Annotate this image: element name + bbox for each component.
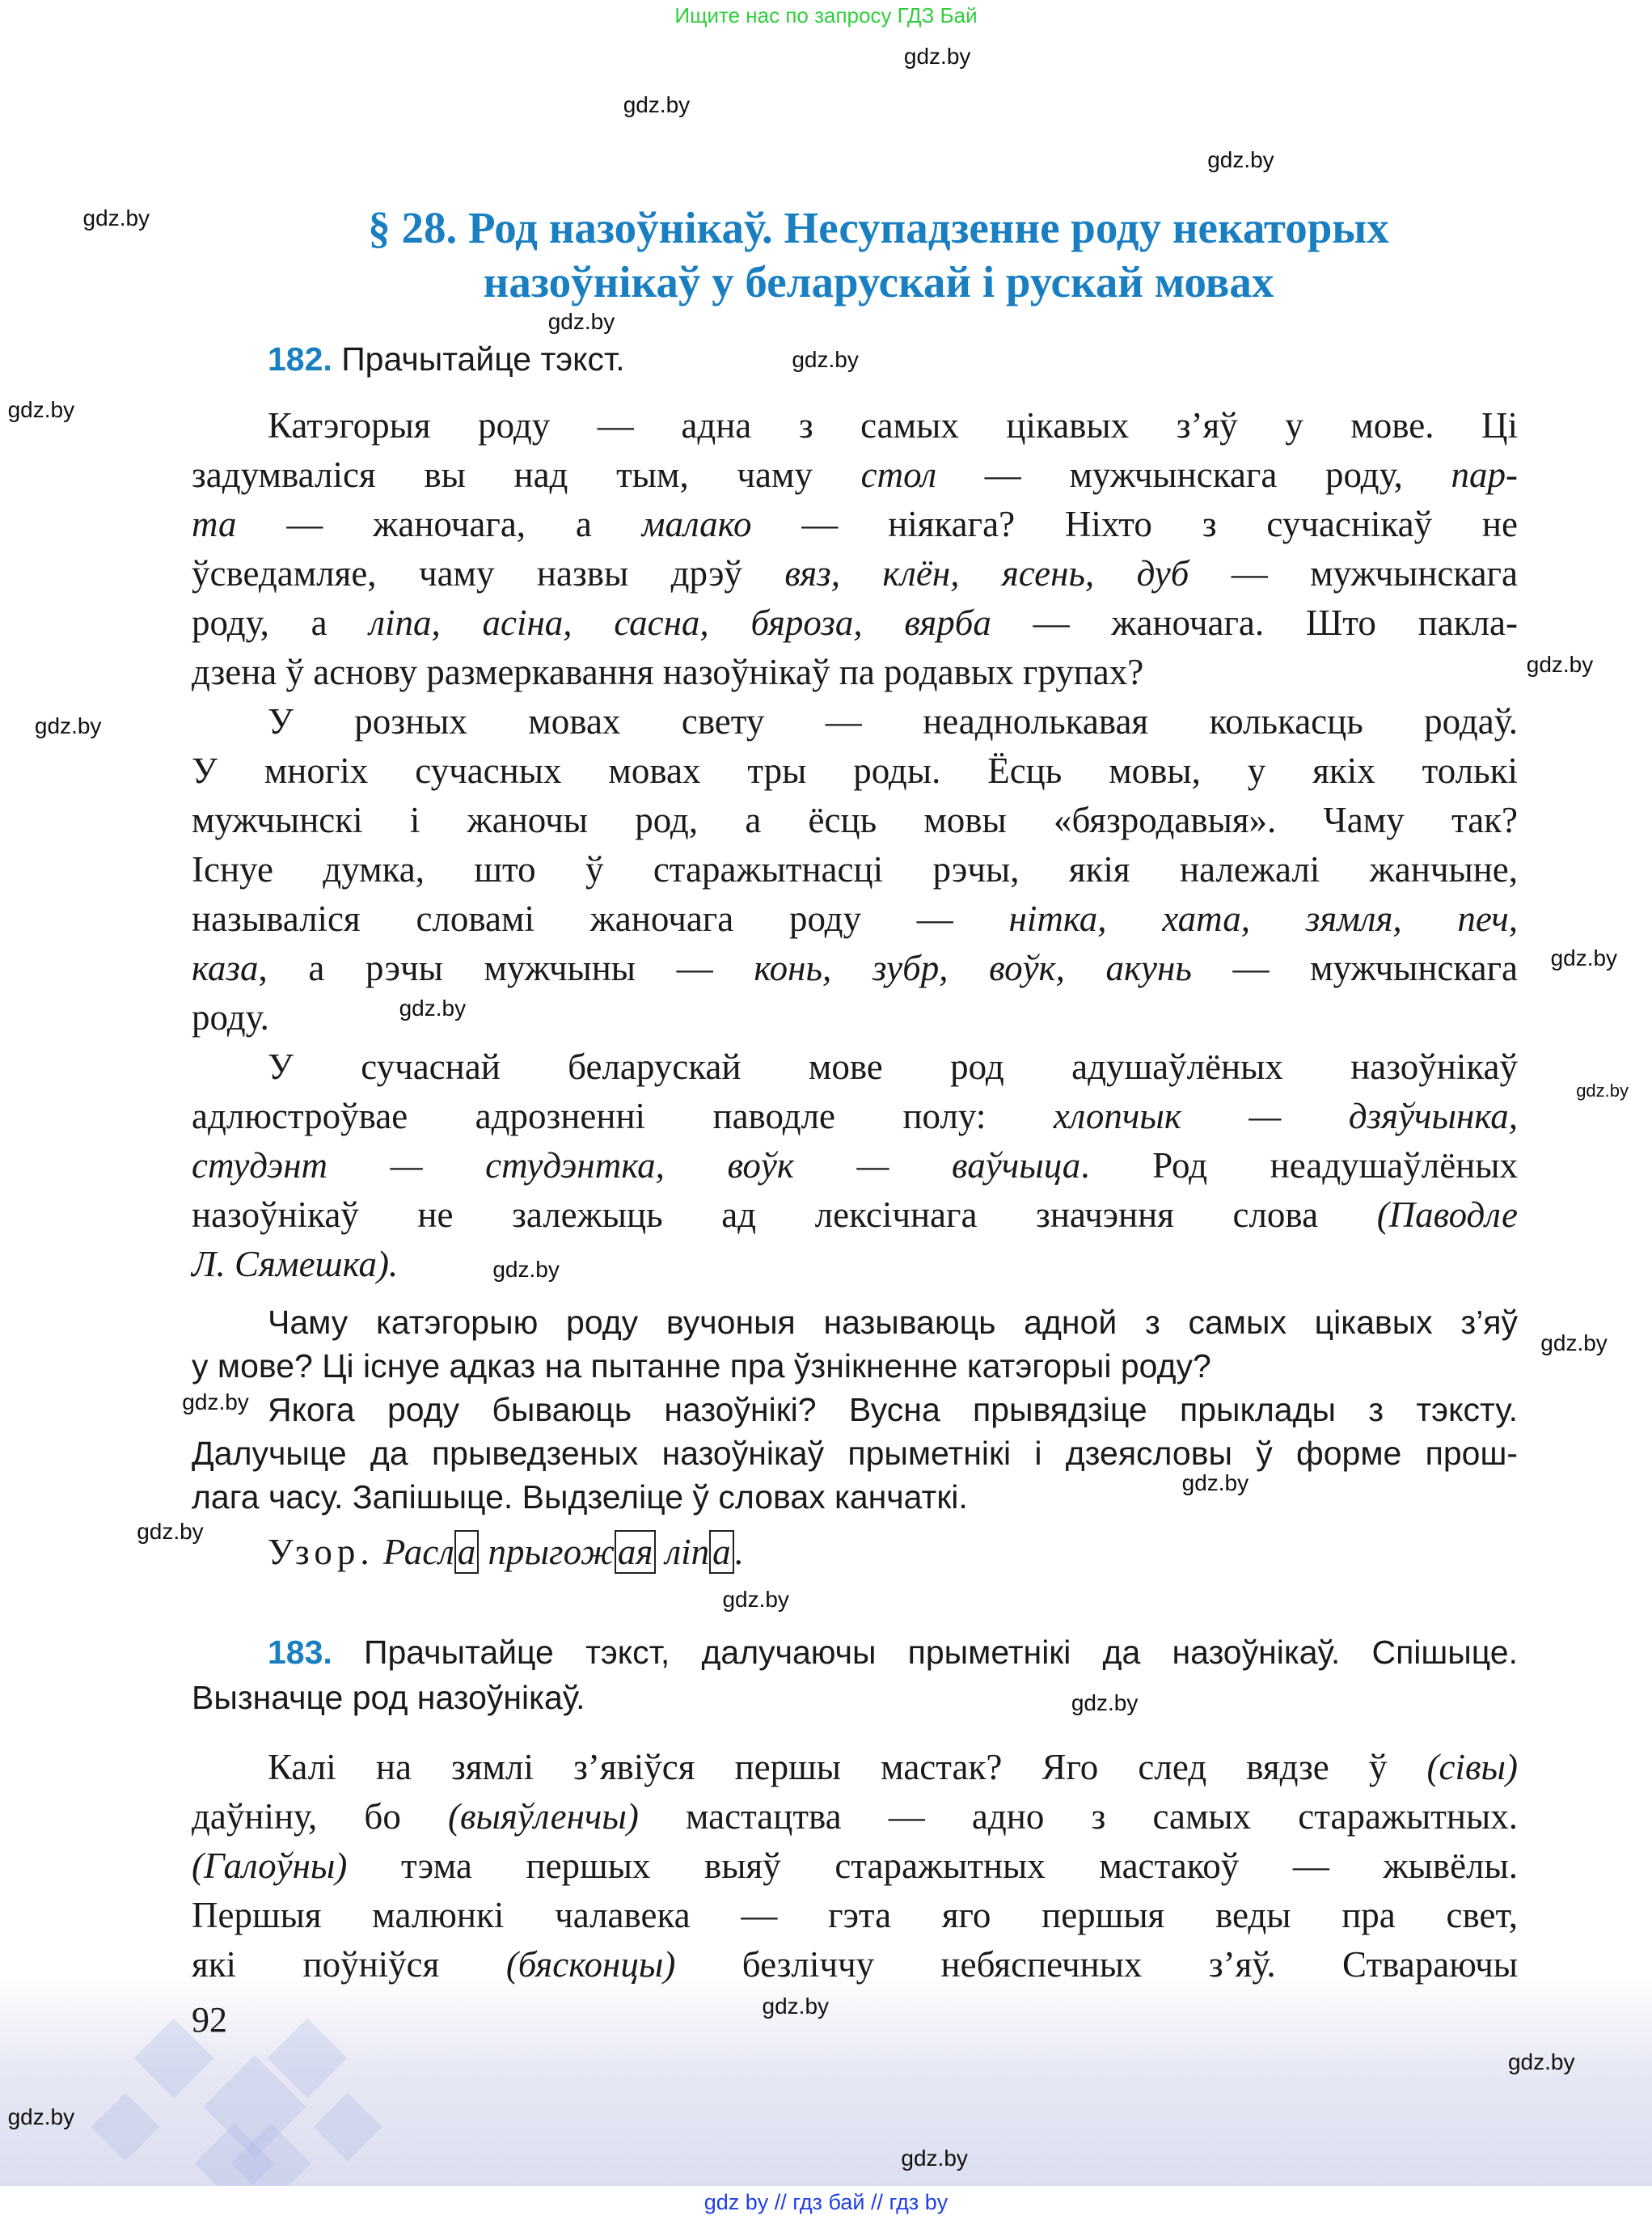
watermark-text: gdz.by <box>623 91 691 117</box>
text-line <box>192 1240 1518 1289</box>
watermark-text: gdz.by <box>1207 147 1274 173</box>
text-run: . <box>733 1532 743 1572</box>
text-run: у мове? Ці існуе адказ на пытанне пра ўзнікненне катэгорыі роду? <box>192 1347 1211 1385</box>
ending-box: ая <box>615 1530 656 1574</box>
italic-word: пар- <box>1451 455 1518 495</box>
text-run: У многіх сучасных мовах тры роды. Ёсць мовы, у якіх толькі <box>192 750 1518 791</box>
text-run: Катэгорыя роду — адна з самых цікавых з’яў у мове. Ці <box>268 405 1518 446</box>
text-run: — мужчынскага <box>1191 948 1518 988</box>
passage-1 <box>192 401 1518 1289</box>
italic-word: малако <box>641 504 752 544</box>
italic-word: конь, зубр, воўк, акунь <box>754 948 1192 988</box>
text-line <box>192 1344 1518 1388</box>
text-run: мастацтва — адно з самых старажытных. <box>638 1796 1518 1837</box>
text-run: Прачытайце тэкст, далучаючы прыметнікі да назоўнікаў. Спішыце. <box>332 1634 1518 1671</box>
ending-box: а <box>454 1530 480 1574</box>
exercise-number: 183. <box>268 1634 332 1671</box>
italic-word: (бясконцы) <box>505 1944 676 1985</box>
watermark-text: gdz.by <box>1540 1330 1608 1355</box>
italic-word: прыгож <box>479 1532 615 1572</box>
text-run: Існуе думка, што ў старажытнасці рэчы, якія належалі жанчыне, <box>192 849 1518 890</box>
text-line <box>192 1190 1518 1240</box>
text-run: , а рэчы мужчыны — <box>258 948 754 988</box>
text-run: задумваліся вы над тым, чаму <box>192 455 861 495</box>
text-line <box>192 598 1518 648</box>
watermark-text: gdz.by <box>7 2104 75 2130</box>
exercise-number: 182. <box>268 340 332 378</box>
watermark-text: gdz.by <box>34 712 102 738</box>
italic-word: студэнт — студэнтка, воўк — ваўчыца <box>192 1145 1081 1186</box>
text-run: лага часу. Запішыце. Выдзеліце ў словах канчаткі. <box>192 1478 968 1516</box>
italic-word: (сівы) <box>1426 1747 1518 1787</box>
italic-word: ліп <box>656 1532 710 1572</box>
watermark-text: gdz.by <box>7 396 75 422</box>
watermark-text: gdz.by <box>399 995 467 1021</box>
text-line <box>192 450 1518 500</box>
text-line <box>192 1891 1518 1940</box>
section-title <box>0 201 1652 309</box>
text-run: даўніну, бо <box>192 1796 448 1837</box>
text-run: — жаночага, а <box>236 504 642 544</box>
italic-word: (выяўленчы) <box>447 1796 639 1837</box>
text-run: — жаночага. Што пакла- <box>991 603 1518 643</box>
text-line <box>192 1300 1518 1344</box>
watermark-text: gdz.by <box>547 309 615 335</box>
watermark-text: gdz.by <box>762 1994 830 2019</box>
watermark-text: gdz.by <box>1071 1690 1139 1716</box>
footer-links[interactable]: gdz by // гдз бай // гдз by <box>703 2190 949 2214</box>
text-line <box>192 1630 1518 1675</box>
text-run: — ніякага? Ніхто з сучаснікаў не <box>751 504 1518 544</box>
text-line <box>192 500 1518 549</box>
text-line <box>192 1042 1518 1092</box>
text-line <box>192 1388 1518 1431</box>
text-run: дзена ў аснову размеркавання назоўнікаў па родавых групах? <box>192 652 1144 692</box>
exercise-instruction: Прачытайце тэкст. <box>332 340 625 378</box>
section-title-line-1: § 28. Род назоўнікаў. Несупадзенне роду некаторых <box>368 203 1389 252</box>
section-title-line-2: назоўнікаў у беларускай і рускай мовах <box>483 257 1274 307</box>
italic-word: нітка, хата, зямля, печ, <box>1008 898 1519 939</box>
text-run: ўсведамляе, чаму назвы дрэў <box>192 553 785 594</box>
watermark-text: gdz.by <box>492 1256 560 1282</box>
text-line <box>192 648 1518 697</box>
italic-word: хлопчык — дзяўчынка, <box>1053 1096 1518 1136</box>
text-line <box>192 1141 1518 1190</box>
text-run: роду. <box>192 997 269 1038</box>
text-run: Якога роду бываюць назоўнікі? Вусна прывядзіце прыклады з тэксту. <box>268 1391 1518 1428</box>
text-run: — мужчынскага <box>1189 553 1518 594</box>
text-run: мужчынскі і жаночы род, а ёсць мовы «бязродавыя». Чаму так? <box>192 800 1518 840</box>
italic-word: ліпа, асіна, сасна, бяроза, вярба <box>369 603 991 643</box>
text-run: — мужчынскага роду, <box>936 455 1451 495</box>
italic-word: вяз, клён, ясень, дуб <box>784 553 1189 594</box>
ending-box: а <box>709 1530 734 1574</box>
text-line <box>192 993 1518 1042</box>
watermark-text: gdz.by <box>903 44 971 70</box>
text-run: У розных мовах свету — неаднолькавая колькасць родаў. <box>268 701 1518 742</box>
watermark-text: gdz.by <box>1181 1470 1249 1496</box>
italic-word: стол <box>860 455 937 495</box>
text-run: . Род неадушаўлёных <box>1080 1145 1518 1186</box>
text-line <box>192 1841 1518 1891</box>
questions <box>192 1300 1518 1519</box>
watermark-text: gdz.by <box>82 205 150 231</box>
text-line <box>192 401 1518 450</box>
text-line <box>192 1940 1518 1989</box>
italic-word: Расл <box>382 1532 454 1572</box>
text-line <box>192 796 1518 845</box>
text-run: тэма першых выяў старажытных мастакоў — жывёлы. <box>347 1846 1518 1886</box>
watermark-text: gdz.by <box>137 1518 204 1544</box>
text-run: Калі на зямлі з’явіўся першы мастак? Яго след вядзе ў <box>268 1747 1427 1787</box>
watermark-text: gdz.by <box>792 347 859 373</box>
text-run: Першыя малюнкі чалавека — гэта яго першыя веды пра свет, <box>192 1895 1518 1935</box>
exercise-183 <box>192 1630 1518 1720</box>
watermark-text: gdz.by <box>722 1587 789 1613</box>
text-line <box>192 1743 1518 1792</box>
text-run: адлюстроўвае адрозненні паводле полу: <box>192 1096 1054 1136</box>
sample-label: Узор. <box>268 1532 374 1572</box>
text-run: Вызначце род назоўнікаў. <box>192 1679 585 1716</box>
text-run: безліччу небяспечных з’яў. Ствараючы <box>675 1944 1519 1985</box>
text-line <box>192 944 1518 993</box>
watermark-text: gdz.by <box>1576 1080 1629 1101</box>
text-line <box>192 1792 1518 1841</box>
text-run: называліся словамі жаночага роду — <box>192 898 1009 939</box>
text-line <box>192 549 1518 598</box>
text-line <box>192 1675 1518 1720</box>
text-run: які поўніўся <box>192 1944 506 1985</box>
watermark-text: gdz.by <box>1550 945 1618 971</box>
text-line <box>192 697 1518 746</box>
text-line <box>192 746 1518 796</box>
text-run <box>374 1532 383 1572</box>
italic-word: (Паводле <box>1376 1194 1518 1235</box>
sample-answer <box>192 1528 1518 1576</box>
watermark-text: gdz.by <box>1507 2049 1575 2074</box>
text-run: У сучаснай беларускай мове род адушаўлёных назоўнікаў <box>268 1046 1518 1087</box>
text-line <box>192 1475 1518 1519</box>
watermark-text: gdz.by <box>901 2146 968 2171</box>
text-line <box>192 1528 1518 1576</box>
text-run: Далучыце да прыведзеных назоўнікаў прыметнікі і дзеясловы ў форме прош- <box>192 1435 1518 1472</box>
italic-word: та <box>192 504 237 544</box>
page-number: 92 <box>192 2000 227 2040</box>
italic-word: (Галоўны) <box>192 1846 348 1886</box>
text-run: Чаму катэгорыю роду вучоныя называюць адной з самых цікавых з’яў <box>268 1304 1518 1341</box>
watermark-text: gdz.by <box>1526 652 1594 678</box>
search-hint: Ищите нас по запросу ГДЗ Бай <box>674 3 978 27</box>
italic-word: Л. Сямешка). <box>192 1244 399 1284</box>
text-line <box>192 1092 1518 1141</box>
text-run: роду, а <box>192 603 370 643</box>
text-line <box>192 1431 1518 1475</box>
text-line <box>192 845 1518 894</box>
passage-2 <box>192 1743 1518 1989</box>
text-run: назоўнікаў не залежыць ад лексічнага значэння слова <box>192 1194 1377 1235</box>
watermark-text: gdz.by <box>182 1389 249 1415</box>
text-line <box>192 894 1518 944</box>
italic-word: каза <box>192 948 259 988</box>
